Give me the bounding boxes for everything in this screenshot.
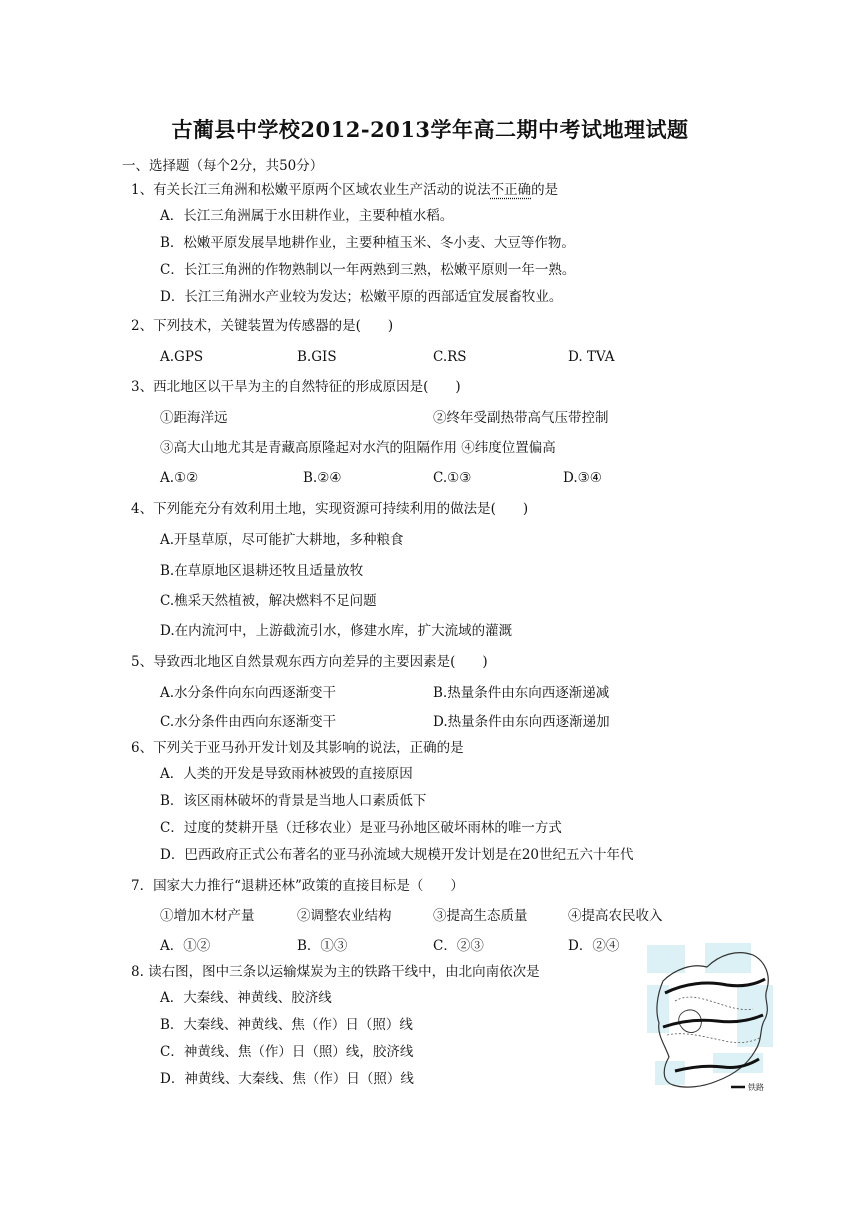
question-7-item-1: ①增加木材产量	[160, 908, 255, 924]
question-3-stem: 3、西北地区以干旱为主的自然特征的形成原因是( )	[131, 379, 461, 395]
question-3-item-1: ①距海洋远	[160, 410, 228, 426]
question-6-option-a: A．人类的开发是导致雨林被毁的直接原因	[160, 766, 413, 782]
question-2-option-d: D. TVA	[568, 349, 615, 365]
question-6-option-d: D．巴西政府正式公布著名的亚马孙流域大规模开发计划是在20世纪五六十年代	[160, 847, 634, 863]
question-5-option-d: D.热量条件由东向西逐渐递加	[433, 714, 610, 730]
question-8-option-d: D．神黄线、大秦线、焦（作）日（照）线	[160, 1071, 414, 1087]
question-1-option-b: B．松嫩平原发展旱地耕作业，主要种植玉米、冬小麦、大豆等作物。	[160, 235, 575, 251]
question-1-option-a: A．长江三角洲属于水田耕作业，主要种植水稻。	[160, 208, 454, 224]
question-1-option-d: D．长江三角洲水产业较为发达；松嫩平原的西部适宜发展畜牧业。	[160, 289, 563, 305]
question-7-option-c: C．②③	[433, 938, 484, 954]
question-2-option-c: C.RS	[433, 349, 467, 365]
question-2-stem: 2、下列技术，关键装置为传感器的是( )	[131, 318, 394, 334]
question-7-item-2: ②调整农业结构	[297, 908, 392, 924]
question-8-stem: 8. 读右图，图中三条以运输煤炭为主的铁路干线中，由北向南依次是	[131, 964, 540, 980]
question-2-option-b: B.GIS	[297, 349, 337, 365]
question-3-item-2: ②终年受副热带高气压带控制	[433, 410, 609, 426]
question-3-option-a: A.①②	[160, 470, 199, 486]
question-4-option-b: B.在草原地区退耕还牧且适量放牧	[160, 563, 364, 579]
railway-map-figure	[645, 941, 775, 1099]
question-2-option-a: A.GPS	[160, 349, 204, 365]
question-7-item-3: ③提高生态质量	[433, 908, 528, 924]
question-3-option-d: D.③④	[563, 470, 602, 486]
question-5-stem: 5、导致西北地区自然景观东西方向差异的主要因素是( )	[131, 654, 488, 670]
question-4-option-c: C.樵采天然植被，解决燃料不足问题	[160, 593, 377, 609]
question-7-option-b: B．①③	[297, 938, 348, 954]
question-4-stem: 4、下列能充分有效利用土地，实现资源可持续利用的做法是( )	[131, 501, 529, 517]
page-title: 古蔺县中学校2012-2013学年高二期中考试地理试题	[171, 117, 689, 142]
question-7-item-4: ④提高农民收入	[568, 908, 663, 924]
question-8-option-c: C．神黄线、焦（作）日（照）线，胶济线	[160, 1044, 414, 1060]
question-4-option-d: D.在内流河中，上游截流引水，修建水库，扩大流域的灌溉	[160, 623, 513, 639]
question-6-option-c: C．过度的焚耕开垦（迁移农业）是亚马孙地区破坏雨林的唯一方式	[160, 820, 562, 836]
question-5-option-c: C.水分条件由西向东逐渐变干	[160, 714, 337, 730]
question-7-option-a: A．①②	[160, 938, 211, 954]
question-3-item-3-4: ③高大山地尤其是青藏高原隆起对水汽的阻隔作用 ④纬度位置偏高	[160, 440, 556, 456]
question-1-stem: 1、有关长江三角洲和松嫩平原两个区域农业生产活动的说法不正确的是	[131, 182, 559, 198]
legend-railway-label: 铁路	[748, 1083, 764, 1092]
question-7-stem: 7．国家大力推行“退耕还林”政策的直接目标是（ ）	[131, 878, 464, 894]
question-3-option-c: C.①③	[433, 470, 472, 486]
question-3-option-b: B.②④	[303, 470, 342, 486]
question-5-option-b: B.热量条件由东向西逐渐递减	[433, 685, 610, 701]
question-1-option-c: C．长江三角洲的作物熟制以一年两熟到三熟，松嫩平原则一年一熟。	[160, 262, 576, 278]
question-7-option-d: D．②④	[568, 938, 620, 954]
question-6-stem: 6、下列关于亚马孙开发计划及其影响的说法，正确的是	[131, 740, 464, 756]
question-8-option-a: A．大秦线、神黄线、胶济线	[160, 990, 332, 1006]
question-5-option-a: A.水分条件向东向西逐渐变干	[160, 685, 337, 701]
section-heading: 一、选择题（每个2分，共50分）	[122, 158, 324, 174]
question-4-option-a: A.开垦草原，尽可能扩大耕地，多种粮食	[160, 532, 404, 548]
question-8-option-b: B．大秦线、神黄线、焦（作）日（照）线	[160, 1017, 413, 1033]
question-6-option-b: B．该区雨林破坏的背景是当地人口素质低下	[160, 793, 427, 809]
emphasis-text: 不正确	[490, 182, 532, 198]
